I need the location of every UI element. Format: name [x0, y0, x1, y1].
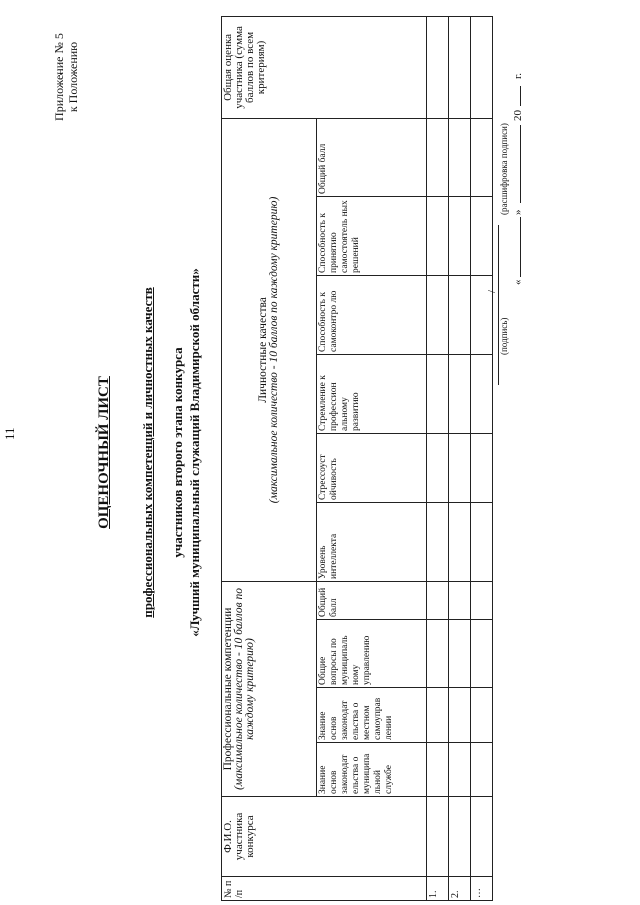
table-cell	[471, 581, 493, 619]
table-cell	[427, 196, 449, 275]
table-cell	[449, 743, 471, 797]
header-pers-col-6: Общий балл	[317, 118, 427, 196]
row-number: 1.	[427, 877, 449, 901]
table-cell	[427, 275, 449, 354]
table-cell	[427, 16, 449, 118]
date-year-suffix: г.	[512, 72, 524, 79]
table-cell	[471, 16, 493, 118]
table-row	[471, 16, 493, 900]
table-cell	[427, 743, 449, 797]
table-cell	[449, 196, 471, 275]
table-cell	[449, 502, 471, 581]
header-prof-col-1: Знание основ законодат ельства о муниципа льной службе	[317, 743, 427, 797]
table-row	[449, 16, 471, 900]
document-title: ОЦЕНОЧНЫЙ ЛИСТ	[96, 376, 112, 529]
date-close-quote: »	[512, 209, 524, 215]
table-cell	[427, 581, 449, 619]
document-subtitle: профессиональных компетенций и личностных качеств	[140, 287, 155, 618]
date-month-line	[520, 125, 521, 203]
table-cell	[449, 688, 471, 743]
table-cell	[471, 688, 493, 743]
row-number: 2.	[449, 877, 471, 901]
table-cell	[427, 502, 449, 581]
header-pers-note: (максимальное количество - 10 баллов по каждому критерию)	[268, 196, 280, 504]
date-day-line	[520, 217, 521, 277]
appendix-line-2: к Положению	[66, 41, 80, 113]
table-cell	[471, 118, 493, 196]
table-cell	[471, 196, 493, 275]
table-cell	[471, 743, 493, 797]
table-cell	[471, 797, 493, 877]
table-row	[427, 16, 449, 900]
header-pers-col-3: Стремление к профессион альному развитию	[317, 354, 427, 433]
table-cell	[449, 118, 471, 196]
appendix-note	[52, 0, 80, 157]
header-pers-col-5: Способность к принятию самостоятель ных решений	[317, 196, 427, 275]
appendix-line-1: Приложение № 5	[52, 33, 66, 121]
row-number: …	[471, 877, 493, 901]
table-cell	[471, 502, 493, 581]
header-total: Общая оценка участника (сумма баллов по всем критериям)	[222, 16, 427, 118]
table-header-row-1	[222, 16, 317, 900]
table-cell	[449, 275, 471, 354]
table-cell	[471, 275, 493, 354]
document-subtitle-line-3: участников второго этапа конкурса	[170, 347, 185, 558]
table-cell	[449, 354, 471, 433]
signature-line	[498, 225, 499, 385]
header-pers-title: Личностные качества	[257, 297, 269, 403]
table-cell	[471, 354, 493, 433]
table-cell	[427, 797, 449, 877]
header-pers-group	[222, 118, 317, 581]
header-prof-col-4: Общий балл	[317, 581, 427, 619]
table-cell	[449, 797, 471, 877]
header-pers-col-4: Способность к самоконтро лю	[317, 275, 427, 354]
signature-label: (подпись)	[499, 317, 509, 355]
table-cell	[471, 620, 493, 688]
date-year-line	[520, 86, 521, 106]
table-cell	[449, 16, 471, 118]
header-prof-col-3: Общие вопросы по муниципаль ному управлению	[317, 620, 427, 688]
header-prof-col-2: Знание основ законодат ельства о местном самоуправ лении	[317, 688, 427, 743]
table-cell	[427, 354, 449, 433]
table-cell	[449, 620, 471, 688]
header-pers-col-1: Уровень интеллекта	[317, 502, 427, 581]
date-open-quote: «	[512, 279, 524, 285]
header-number: № п /п	[222, 877, 427, 901]
table-cell	[427, 620, 449, 688]
document-subtitle-line-4: «Лучший муниципальный служащий Владимирской области»	[187, 268, 202, 637]
table-cell	[427, 688, 449, 743]
table-cell	[449, 433, 471, 502]
header-prof-title: Профессиональные компетенции	[222, 607, 234, 771]
header-pers-col-2: Стрессоуст ойчивость	[317, 433, 427, 502]
signature-transcript-label: (расшифровка подписи)	[499, 123, 509, 215]
score-table	[221, 16, 493, 901]
table-cell	[427, 433, 449, 502]
header-fio: Ф.И.О. участника конкурса	[222, 797, 427, 877]
table-cell	[449, 581, 471, 619]
table-header-row-2	[317, 16, 427, 900]
signature-slash: /	[486, 289, 498, 293]
table-cell	[427, 118, 449, 196]
date-year-prefix: 20	[512, 110, 524, 121]
header-prof-group	[222, 581, 317, 796]
page-number: 11	[2, 427, 17, 440]
table-cell	[471, 433, 493, 502]
header-prof-note: (максимальное количество - 10 баллов по каждому критерию)	[233, 588, 256, 790]
